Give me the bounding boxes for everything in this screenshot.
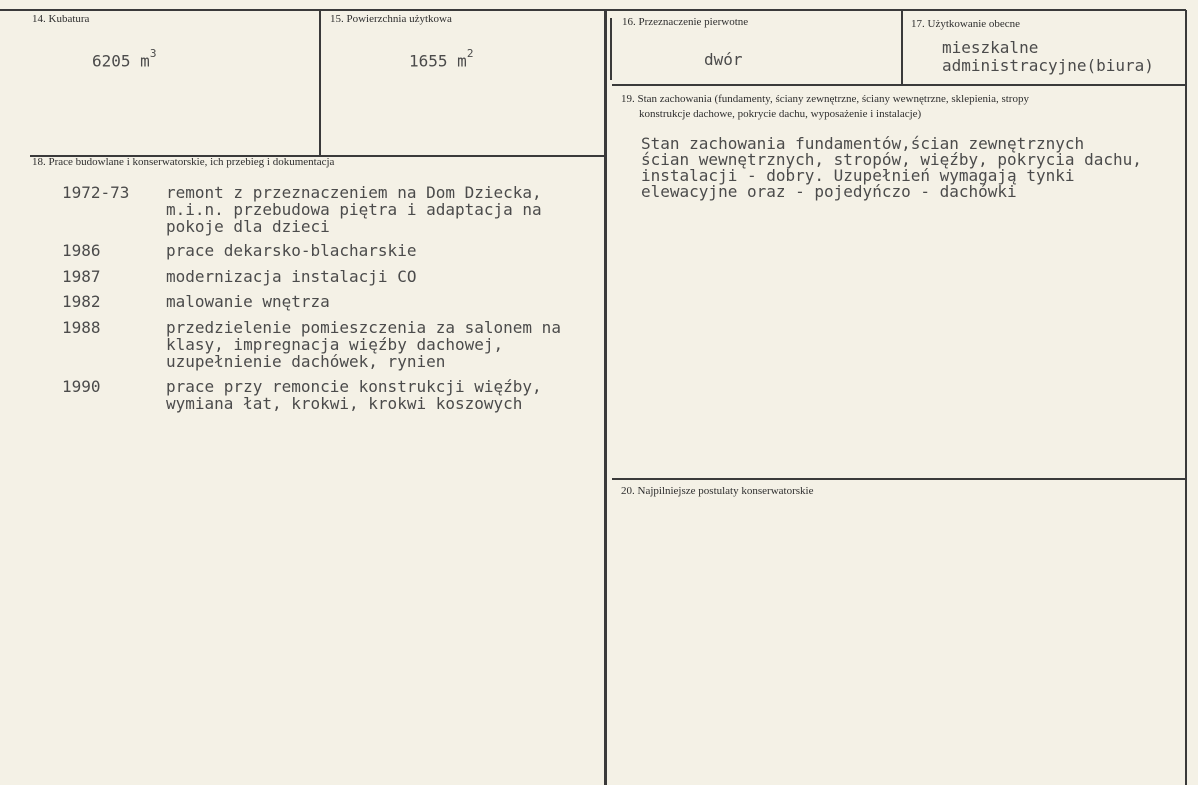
vline-small: [610, 18, 612, 80]
vline-left: [319, 10, 321, 155]
prace-entry-year: 1990: [62, 377, 101, 396]
stan-label-line2: konstrukcje dachowe, pokrycie dachu, wyposażenie i instalacje): [639, 108, 922, 120]
hline-right-2: [612, 478, 1186, 480]
stan-label: [621, 92, 1029, 122]
prace-entry-text: przedzielenie pomieszczenia za salonem na klasy, impregnacja więźby dachowej, uzupełnienie dachówek, rynien: [166, 318, 561, 371]
uzytkowanie-line2: administracyjne(biura): [942, 56, 1154, 75]
vline-right-top: [901, 10, 903, 84]
powierzchnia-unit-exponent: 2: [466, 47, 474, 60]
kubatura-value: [92, 47, 157, 71]
przeznaczenie-value: dwór: [704, 50, 743, 69]
prace-entry-text: modernizacja instalacji CO: [166, 267, 417, 286]
powierzchnia-label: 15. Powierzchnia użytkowa: [330, 13, 452, 25]
kubatura-number: 6205: [92, 51, 131, 71]
prace-entry-text: malowanie wnętrza: [166, 292, 330, 311]
powierzchnia-number: 1655: [409, 51, 448, 71]
stan-text: Stan zachowania fundamentów,ścian zewnętrznych ścian wewnętrznych, stropów, więźby, pokrycia dachu, instalacji - dobry. Uzupełnień wymagają tynki elewacyjne oraz - pojedyńczo - dachówki: [641, 134, 1142, 201]
prace-entry-text: remont z przeznaczeniem na Dom Dziecka, m.i.n. przebudowa piętra i adaptacja na pokoje dla dzieci: [166, 183, 542, 236]
postulaty-label: 20. Najpilniejsze postulaty konserwatorskie: [621, 485, 814, 497]
prace-entry-year: 1987: [62, 267, 101, 286]
kubatura-unit-exponent: 3: [149, 47, 157, 60]
prace-label: 18. Prace budowlane i konserwatorskie, ich przebieg i dokumentacja: [32, 156, 335, 168]
powierzchnia-unit: m: [457, 51, 467, 71]
prace-entry-year: 1982: [62, 292, 101, 311]
prace-entry-text: prace przy remoncie konstrukcji więźby, wymiana łat, krokwi, krokwi koszowych: [166, 377, 542, 413]
kubatura-unit: m: [140, 51, 150, 71]
top-border: [0, 9, 1186, 11]
prace-entry-text: prace dekarsko-blacharskie: [166, 241, 417, 260]
prace-entry-year: 1988: [62, 318, 101, 337]
prace-entry-year: 1972-73: [62, 183, 130, 202]
prace-entry-year: 1986: [62, 241, 101, 260]
kubatura-label: 14. Kubatura: [32, 13, 90, 25]
przeznaczenie-label: 16. Przeznaczenie pierwotne: [622, 16, 749, 28]
vline-right-edge: [1185, 10, 1187, 785]
stan-label-line1: 19. Stan zachowania (fundamenty, ściany zewnętrzne, ściany wewnętrzne, sklepienia, stropy: [621, 93, 1029, 105]
powierzchnia-value: [409, 47, 474, 71]
vline-middle: [604, 10, 607, 785]
uzytkowanie-line1: mieszkalne: [942, 38, 1039, 57]
uzytkowanie-label: 17. Użytkowanie obecne: [911, 18, 1021, 30]
hline-right-1: [612, 84, 1186, 86]
